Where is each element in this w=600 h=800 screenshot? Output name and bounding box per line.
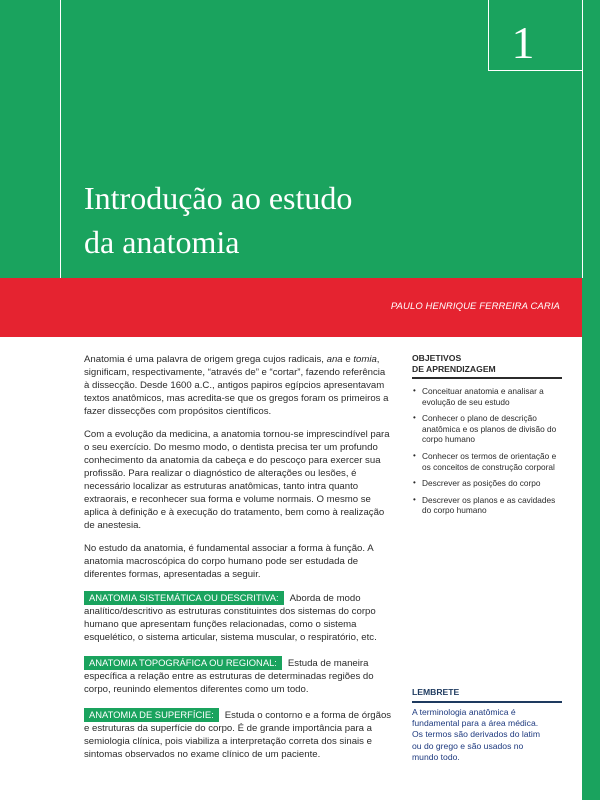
main-text-column — [84, 353, 392, 761]
section-surface — [84, 708, 392, 761]
section-topographic — [84, 656, 392, 696]
term-ana: ana — [326, 354, 343, 365]
note-text: A terminologia anatômica é fundamental para a área médica. Os termos são derivados do latim ou do grego e são usados no mundo todo. — [412, 707, 541, 762]
frame-line-left — [60, 0, 61, 278]
chapter-box-bottom — [488, 70, 582, 71]
author-name: PAULO HENRIQUE FERREIRA CARIA — [390, 301, 560, 312]
section-systematic — [84, 591, 392, 644]
term-tomia: tomia — [353, 354, 377, 365]
paragraph-intro-and: e — [342, 354, 354, 365]
section-text: Estuda o contorno e a forma de órgãos e estruturas da superfície do corpo. É de grande importância para a semiologia clínica, pois viabiliza a interpretação correta dos sinais e sintomas observados no exame clínico de um paciente. — [84, 710, 392, 760]
page-content — [0, 337, 582, 800]
paragraph-form-function: No estudo da anatomia, é fundamental associar a forma à função. A anatomia macroscópica do corpo humano pode ser estudada de diferentes formas, apresentadas a seguir. — [84, 543, 374, 580]
author-band — [0, 278, 582, 337]
objectives-sidebar — [412, 353, 562, 522]
list-item: • Conceituar anatomia e analisar a evolução de seu estudo — [412, 386, 562, 407]
list-item: • Conhecer os termos de orientação e os conceitos de construção corporal — [412, 451, 562, 472]
frame-line-right — [582, 0, 583, 278]
paragraph-intro-part: Anatomia é uma palavra de origem grega cujos radicais, — [84, 354, 327, 365]
chapter-box-left — [488, 0, 489, 70]
objectives-list — [412, 386, 562, 516]
paragraph-intro — [84, 353, 392, 418]
paragraph-evolution: Com a evolução da medicina, a anatomia tornou-se imprescindível para o seu exercício. Do mesmo modo, o dentista precisa ter um profundo conhecimento da anatomia da cabeça e do pescoço para exercer sua profissão. Para realizar o diagnóstico de alterações ou lesões, é necessário localizar as estruturas anatômicas, tanto intra quanto extraorais, e reconhecer sua forma e volume normais. O mesmo se aplica à definição e à execução do tratamento, bem como à realização de anestesia. — [84, 429, 390, 531]
objectives-heading — [412, 353, 562, 379]
list-item: • Descrever os planos e as cavidades do corpo humano — [412, 495, 562, 516]
section-text: Aborda de modo analítico/descritivo as estruturas constituintes dos sistemas do corpo humano que apresentam funções relacionadas, como o sistema esquelético, o sistema articular, sistema muscular, o respiratório, etc. — [84, 593, 377, 643]
paragraph-intro-rest: , significam, respectivamente, “através de” e “cortar”, fazendo referência à dissecção. Desde 1600 a.C., antigos papiros egípcios apresentavam textos anatômicos, mas acredita-se que os gregos foram os primeiros a fazer dissecções com propósitos científicos. — [84, 354, 389, 417]
note-heading: LEMBRETE — [412, 687, 562, 703]
chapter-title-line1: Introdução ao estudo — [84, 180, 353, 216]
section-tag: ANATOMIA SISTEMÁTICA OU DESCRITIVA: — [84, 591, 284, 605]
section-text: Estuda de maneira específica a relação entre as estruturas de determinadas regiões do corpo, reunindo elementos diferentes como um todo. — [84, 658, 374, 695]
section-tag: ANATOMIA TOPOGRÁFICA OU REGIONAL: — [84, 656, 282, 670]
chapter-title — [84, 176, 564, 264]
section-tag: ANATOMIA DE SUPERFÍCIE: — [84, 708, 219, 722]
list-item: • Conhecer o plano de descrição anatômica e os planos de divisão do corpo humano — [412, 413, 562, 445]
objectives-heading-line1: OBJETIVOS — [412, 353, 462, 363]
chapter-number: 1 — [511, 17, 535, 68]
chapter-title-line2: da anatomia — [84, 224, 240, 260]
list-item: • Descrever as posições do corpo — [412, 478, 562, 489]
objectives-heading-line2: DE APRENDIZAGEM — [412, 364, 496, 374]
